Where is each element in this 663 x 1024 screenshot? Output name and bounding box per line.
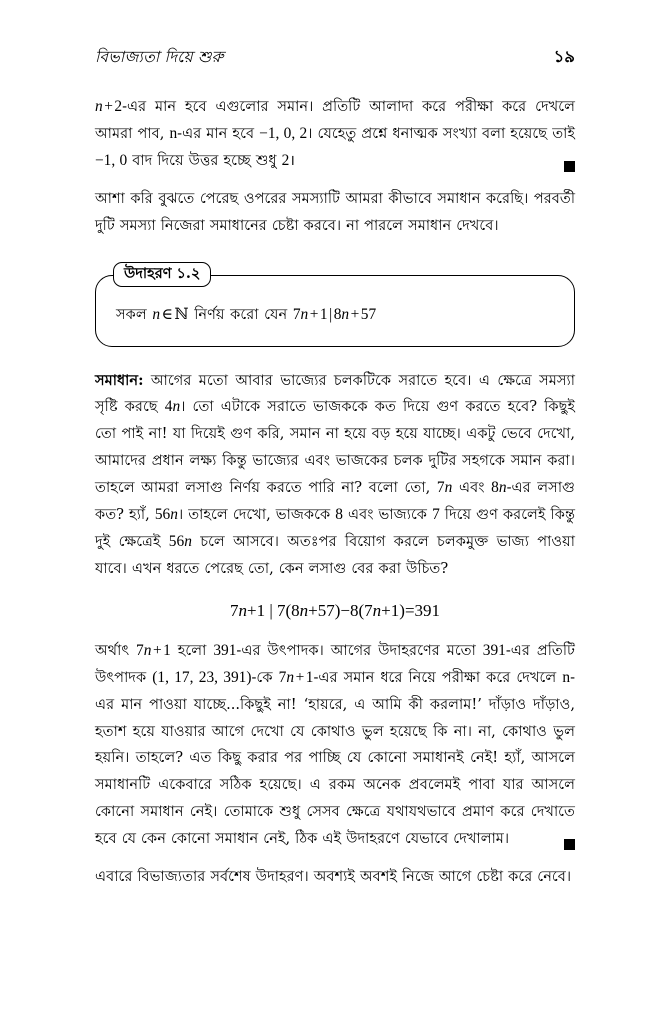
- paragraph-continuation: [95, 94, 575, 175]
- example-text-segment: নির্ণয় করো যেন: [188, 305, 293, 323]
- end-of-proof-marker: [564, 154, 575, 181]
- paragraph-text-segment: দিয়ে গুণ করলেই কিন্তু দুই ক্ষেত্রেই: [95, 506, 576, 550]
- paragraph-text-segment: এবং ভাজ্যকে: [342, 506, 433, 524]
- paragraph-instruction: আশা করি বুঝতে পেরেছ ওপরের সমস্যাটি আমরা কীভাবে সমাধান করেছি। পরবর্তী দুটি সমস্যা নিজেরা সমাধানের চেষ্টা করবে। না পারলে সমাধান দেখবে।: [95, 189, 575, 234]
- paragraph-text-segment: -এর লসাগু কত? হ্যাঁ,: [95, 479, 575, 524]
- paragraph-text-segment: -কে: [251, 668, 279, 686]
- paragraph-solution: [95, 368, 575, 583]
- solution-lead-label: সমাধান:: [95, 371, 144, 389]
- inline-math: 2: [281, 151, 290, 169]
- page-content: [95, 44, 575, 891]
- inline-math: 7: [432, 506, 440, 524]
- running-head-title: বিভাজ্যতা দিয়ে শুরু: [95, 48, 224, 66]
- inline-math: (1, 17, 23, 391): [152, 668, 252, 686]
- inline-math: 391: [213, 641, 237, 659]
- inline-math: 7n: [436, 479, 453, 497]
- inline-math: 56n: [168, 532, 192, 550]
- display-equation: 7n+1 | 7(8n+57)−8(7n+1)=391: [229, 600, 441, 620]
- inline-math: n: [169, 124, 178, 142]
- paragraph-text-segment: । যেহেতু প্রশ্নে ধনাত্মক সংখ্যা বলা হয়েছে তাই: [307, 124, 575, 142]
- example-text-segment: সকল: [116, 305, 153, 323]
- end-of-proof-marker: [564, 832, 575, 859]
- inline-math: 8n: [491, 479, 507, 497]
- example-box: [95, 264, 575, 347]
- paragraph-text-segment: -এর প্রতিটি উৎপাদক: [95, 641, 575, 686]
- paragraph-text-segment: । তো এটাকে সরাতে ভাজককে কত দিয়ে গুণ করতে হবে? কিছুই তো পাই না! যা দিয়েই গুণ করি, সমান না হয়ে বড় হয়ে যাচ্ছে। একটু ভেবে দেখো, আমাদের প্রধান লক্ষ্য কিন্তু ভাজ্যের এবং ভাজকের চলক দুটির সহগকে সমান করা। তাহলে আমরা লসাগু নির্ণয় করতে পারি না? বলো তো,: [95, 398, 576, 497]
- paragraph-text-segment: -এর মান পাওয়া যাচ্ছে...কিছুই না! ‘হায়রে, এ আমি কী করলাম!’ দাঁড়াও দাঁড়াও, হতাশ হয়ে যাওয়ার আগে দেখো যে কোথাও ভুল হয়েছে কি না। না, কোথাও ভুল হয়নি। তাহলে? এত কিছু করার পর পাচ্ছি যে কোনো সমাধানই নেই! হ্যাঁ, আসলে সমাধানটি একেবারে সঠিক হয়েছে। এ রকম অনেক প্রবলেমই পাবা যার আসলে কোনো সমাধান নেই। তোমাকে শুধু সেসব ক্ষেত্রে যথাযথভাবে প্রমাণ করে দেখাতে হবে যে কেন কোনো সমাধান নেই, ঠিক এই উদাহরণে যেভাবে দেখালাম।: [95, 668, 575, 848]
- inline-math: 8: [335, 506, 343, 524]
- paragraph-closing: এবারে বিভাজ্যতার সর্বশেষ উদাহরণ। অবশ্যই অবশই নিজে আগে চেষ্টা করে নেবে।: [95, 868, 572, 886]
- example-statement: [116, 302, 554, 327]
- paragraph-text-segment: হলো: [170, 641, 214, 659]
- paragraph-text-segment: -এর মান হবে এগুলোর সমান। প্রতিটি আলাদা করে পরীক্ষা করে দেখলে আমরা পাব,: [95, 98, 575, 142]
- inline-math: −1, 0: [95, 151, 128, 169]
- example-label: উদাহরণ ১.২: [113, 262, 211, 287]
- inline-math: n: [562, 668, 571, 686]
- paragraph-text-segment: এবং: [452, 479, 492, 497]
- inline-math: 391: [482, 641, 506, 659]
- paragraph-text-segment: আগের মতো আবার ভাজ্যের চলকটিকে সরাতে হবে। এ ক্ষেত্রে সমস্যা সৃষ্টি করছে: [95, 371, 575, 416]
- paragraph-text-segment: -এর মান হবে: [177, 124, 260, 142]
- example-box-container: [95, 266, 575, 347]
- paragraph-text-segment: অর্থাৎ: [95, 641, 137, 659]
- paragraph-text-segment: -এর সমান ধরে নিয়ে পরীক্ষা করে দেখলে: [313, 668, 563, 686]
- inline-math: 4n: [164, 398, 181, 416]
- paragraph-text-segment: বাদ দিয়ে উত্তর হচ্ছে শুধু: [127, 151, 282, 169]
- paragraph-text-segment: ।: [289, 151, 295, 169]
- inline-math: n+2: [95, 98, 123, 115]
- page-number: ১৯: [553, 47, 575, 66]
- running-head: [95, 44, 575, 68]
- paragraph-discussion: [95, 638, 575, 853]
- paragraph-text-segment: । তাহলে দেখো, ভাজককে: [177, 506, 336, 524]
- paragraph-text-segment: -এর উৎপাদক। আগের উদাহরণের মতো: [236, 641, 483, 659]
- inline-math: 7n+1: [136, 641, 171, 659]
- inline-math: −1, 0, 2: [259, 124, 308, 142]
- inline-math: 56n: [154, 506, 178, 524]
- inline-math: n∈ℕ: [152, 304, 189, 323]
- paragraph-text-segment: চলে আসবে। অতঃপর বিয়োগ করলে চলকমুক্ত ভাজ্য পাওয়া যাবে। এখন ধরতে পেরেছ তো, কেন লসাগু বের করা উচিত?: [95, 532, 575, 577]
- inline-math: 7n+1: [278, 668, 314, 686]
- inline-math: 7n+1|8n+57: [292, 305, 377, 323]
